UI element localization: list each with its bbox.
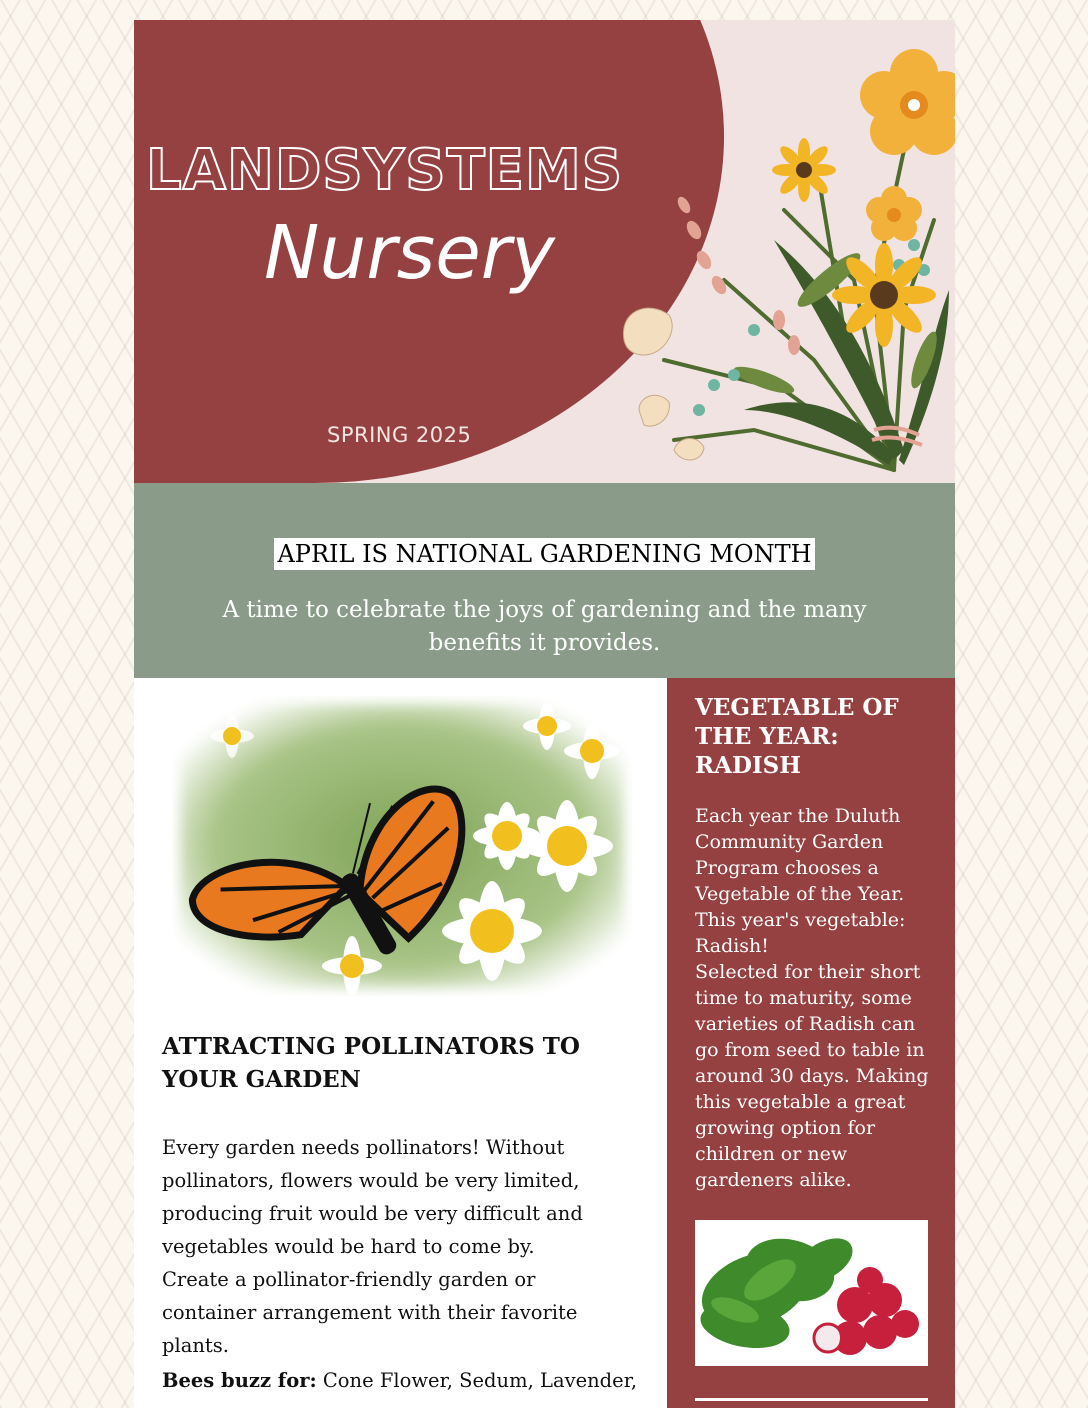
- vegetable-sidebar: [667, 678, 955, 1408]
- vegetable-paragraph-2: Selected for their short time to maturity, some varieties of Radish can go from seed to table in around 30 days. Making this vegetable a great growing option for children or new gardeners alike.: [695, 961, 929, 1191]
- banner-subtitle: A time to celebrate the joys of gardening and the many benefits it provides.: [222, 597, 867, 656]
- issue-season: SPRING 2025: [327, 423, 472, 447]
- radish-photo: [695, 1220, 928, 1366]
- bees-plants-line: [162, 1364, 652, 1397]
- brand-title: LANDSYSTEMS: [146, 138, 624, 203]
- monarch-butterfly-photo: [172, 696, 632, 996]
- bees-plants: Cone Flower, Sedum, Lavender,: [322, 1369, 638, 1392]
- pollinators-heading: ATTRACTING POLLINATORS TO YOUR GARDEN: [162, 1033, 580, 1093]
- pollinators-paragraph-2: Create a pollinator-friendly garden or container arrangement with their favorite plants.: [162, 1268, 578, 1357]
- newsletter-header: [134, 20, 955, 483]
- radish-illustration: [695, 1220, 928, 1366]
- vegetable-heading: VEGETABLE OF THE YEAR: RADISH: [695, 694, 899, 779]
- gardening-month-banner: [134, 483, 955, 678]
- newsletter-page: [134, 20, 955, 1408]
- pollinators-paragraph-1: Every garden needs pollinators! Without pollinators, flowers would be very limited, producing fruit would be very difficult and vegetables would be hard to come by.: [162, 1136, 583, 1258]
- vegetable-body: [695, 803, 935, 1193]
- brand-subtitle: Nursery: [264, 210, 555, 296]
- pollinators-column: [134, 678, 667, 1408]
- pollinators-body: [162, 1131, 632, 1362]
- section-divider: [695, 1398, 928, 1401]
- flower-bouquet-illustration: [604, 30, 955, 483]
- vegetable-paragraph-1: Each year the Duluth Community Garden Program chooses a Vegetable of the Year. This year's vegetable: Radish!: [695, 805, 906, 957]
- bees-label: Bees buzz for:: [162, 1369, 317, 1392]
- banner-title: APRIL IS NATIONAL GARDENING MONTH: [274, 538, 814, 570]
